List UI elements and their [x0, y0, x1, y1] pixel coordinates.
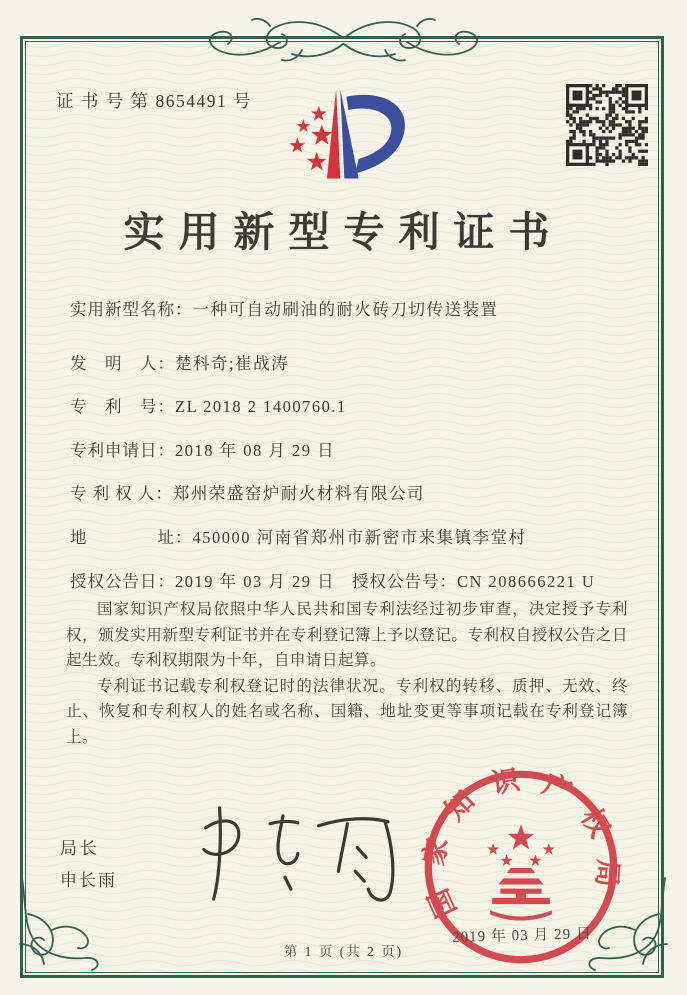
field-label: 授权公告日：	[70, 572, 175, 591]
field-value: CN 208666221 U	[457, 572, 596, 591]
field-value: 2018 年 08 月 29 日	[175, 441, 336, 460]
page-number: 第 1 页 (共 2 页)	[283, 944, 404, 959]
certificate-title: 实用新型专利证书	[123, 209, 564, 255]
top-scroll-ornament-icon	[170, 12, 517, 68]
seal-date: 2019 年 03 月 29 日	[451, 926, 593, 946]
field-value: 2019 年 03 月 29 日	[175, 572, 336, 591]
field-value: 一种可自动刷油的耐火砖刀切传送装置	[192, 300, 499, 319]
cnipa-patent-logo-icon	[283, 76, 421, 194]
field-value: ZL 2018 2 1400760.1	[175, 397, 347, 416]
field-value: 郑州荣盛窑炉耐火材料有限公司	[172, 484, 425, 503]
legal-text	[66, 597, 628, 750]
field-row-filing-date	[70, 437, 630, 461]
field-row-inventor	[70, 350, 630, 374]
seal-org-text: 国家知识产权局	[418, 764, 623, 922]
qr-code-icon	[566, 84, 648, 166]
national-emblem-icon	[487, 824, 555, 920]
field-row-patent-number	[70, 393, 630, 417]
field-pair-grant-number	[352, 568, 595, 592]
field-label: 发 明 人：	[70, 354, 175, 373]
legal-paragraph-register: 专利证书记载专利权登记时的法律状况。专利权的转移、质押、无效、终止、恢复和专利权人的姓名或名称、国籍、地址变更等事项记载在专利登记簿上。	[66, 677, 628, 746]
field-value: 楚科奇;崔战涛	[175, 354, 290, 373]
field-label: 授权公告号：	[352, 572, 457, 591]
field-label: 专 利 权 人：	[70, 484, 173, 503]
field-row-patentee	[70, 480, 630, 504]
field-row-address	[70, 524, 630, 548]
field-label: 专 利 号：	[70, 397, 175, 416]
signatory-name: 申长雨	[60, 871, 117, 890]
certificate-number: 证 书 号 第 8654491 号	[56, 91, 253, 111]
legal-paragraph-grant: 国家知识产权局依照中华人民共和国专利法经过初步审查，决定授予专利权，颁发实用新型专利证书并在专利登记簿上予以登记。专利权自授权公告之日起生效。专利权期限为十年，自申请日起算。	[66, 601, 628, 669]
field-label: 地 址：	[70, 528, 193, 547]
handwritten-signature-icon	[168, 800, 396, 904]
field-row-name	[70, 296, 630, 320]
field-value: 450000 河南省郑州市新密市来集镇李堂村	[192, 528, 527, 547]
field-row-grant	[70, 568, 630, 592]
field-label: 实用新型名称：	[70, 300, 193, 319]
signatory-title: 局长	[60, 839, 100, 858]
field-label: 专利申请日：	[70, 441, 175, 460]
